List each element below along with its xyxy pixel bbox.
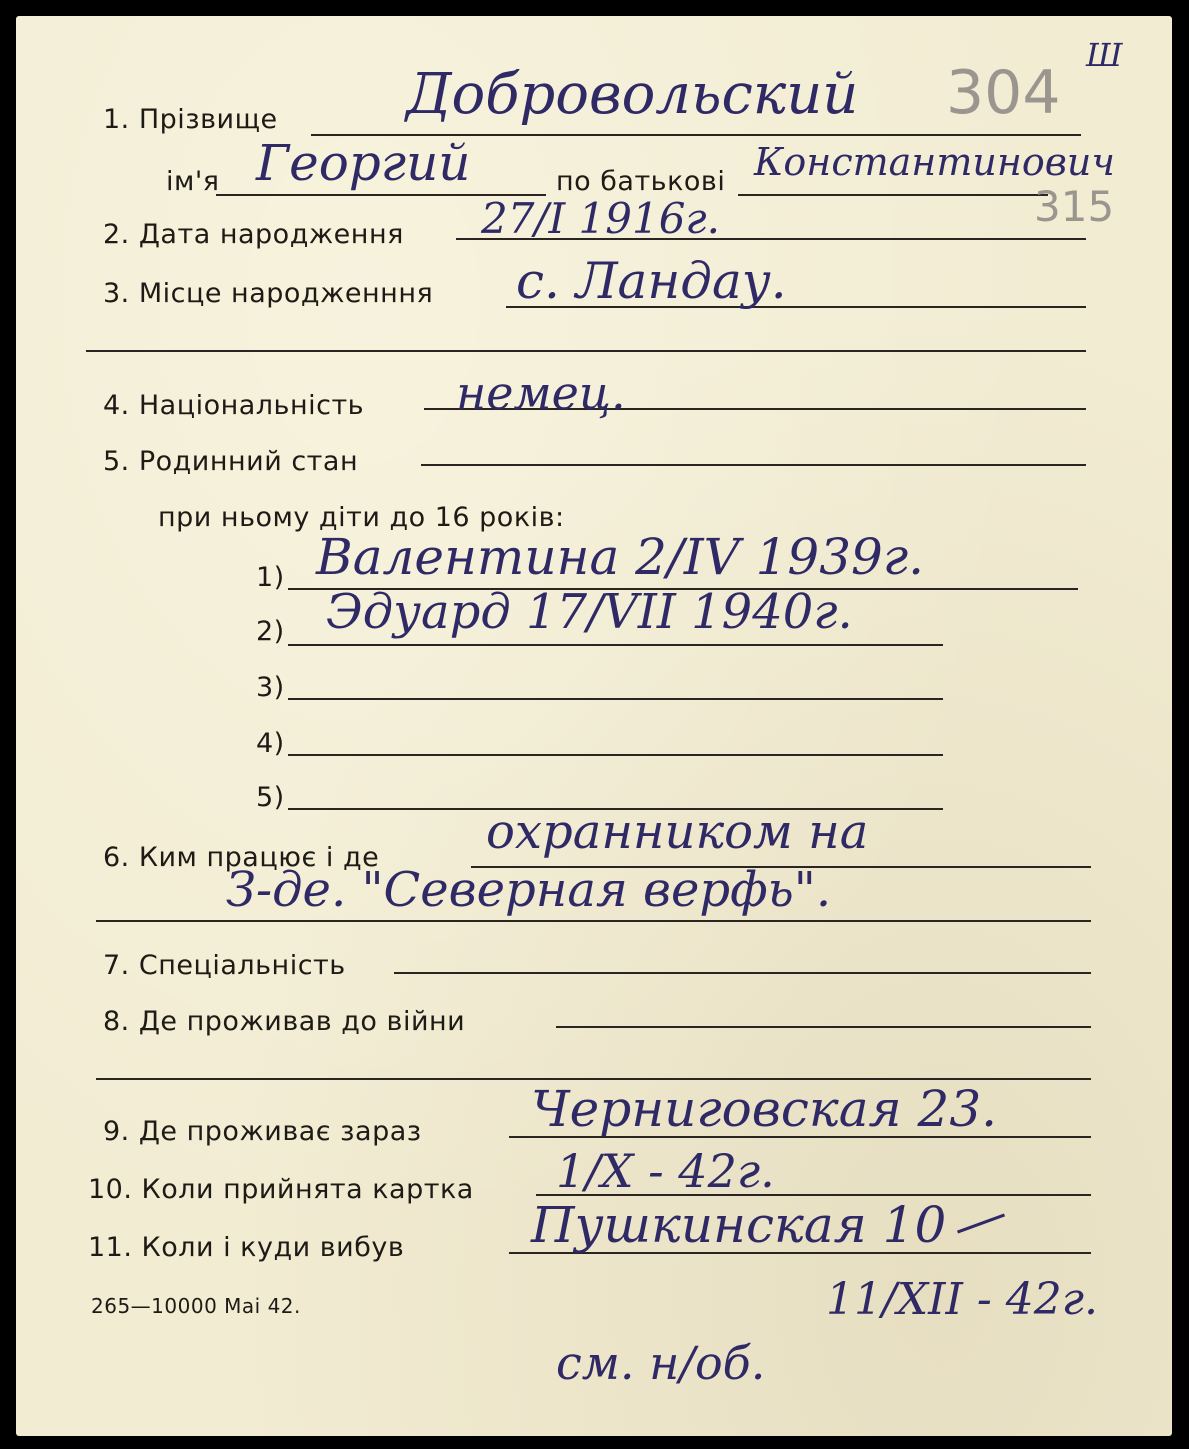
- birth-date-value: 27/I 1916г.: [481, 194, 720, 243]
- child-num-1: 1): [256, 562, 285, 593]
- current-address-label: 9. Де проживає зараз: [103, 1116, 422, 1147]
- child-1-value: Валентина 2/IV 1939г.: [316, 528, 924, 586]
- card-accepted-value: 1/Х - 42г.: [556, 1144, 775, 1198]
- birth-place-extra-line: [86, 350, 1086, 352]
- current-address-value: Черниговская 23.: [531, 1080, 998, 1138]
- surname-value: Добровольский: [406, 62, 859, 127]
- specialty-line: [394, 972, 1091, 974]
- surname-label: 1. Прізвище: [103, 104, 278, 135]
- child-2-value: Эдуард 17/VII 1940г.: [326, 584, 853, 640]
- nationality-value: немец.: [456, 366, 626, 420]
- patronymic-value: Константинович: [754, 140, 1115, 184]
- prewar-address-line: [556, 1026, 1091, 1028]
- birth-date-label: 2. Дата народження: [103, 219, 404, 250]
- nationality-label: 4. Національність: [103, 390, 365, 421]
- patronymic-line: [738, 194, 1048, 196]
- child-num-5: 5): [256, 782, 285, 813]
- work-value-1: охранником на: [486, 804, 869, 860]
- first-name-label: ім'я: [166, 166, 220, 197]
- card-accepted-label: 10. Коли прийнята картка: [88, 1174, 474, 1205]
- pencil-number-bottom: 315: [1034, 182, 1115, 231]
- patronymic-label: по батькові: [556, 166, 726, 197]
- first-name-value: Георгий: [256, 134, 471, 192]
- registration-card: [16, 16, 1172, 1436]
- see-reverse-note: см. н/об.: [556, 1336, 766, 1390]
- departure-label: 11. Коли і куди вибув: [88, 1232, 405, 1263]
- child-num-3: 3): [256, 672, 285, 703]
- child-num-4: 4): [256, 728, 285, 759]
- birth-place-value: с. Ландау.: [516, 252, 787, 310]
- child-line-4: [288, 754, 943, 756]
- departure-value: Пушкинская 10: [531, 1196, 947, 1254]
- corner-mark: Ш: [1086, 36, 1123, 74]
- child-num-2: 2): [256, 616, 285, 647]
- print-code: 265—10000 Mai 42.: [91, 1294, 301, 1318]
- prewar-address-label: 8. Де проживав до війни: [103, 1006, 466, 1037]
- marital-status-label: 5. Родинний стан: [103, 446, 359, 477]
- work-label: 6. Ким працює і де: [103, 842, 380, 873]
- work-line-2: [96, 920, 1091, 922]
- work-value-2: З-де. "Северная верфь".: [226, 862, 832, 918]
- specialty-label: 7. Спеціальність: [103, 950, 346, 981]
- pencil-number-top: 304: [946, 58, 1061, 128]
- child-line-3: [288, 698, 943, 700]
- marital-status-line: [421, 464, 1086, 466]
- departure-date: 11/XII - 42г.: [826, 1274, 1098, 1325]
- birth-place-label: 3. Місце народженння: [103, 278, 434, 309]
- strikethrough-mark: [957, 1214, 1005, 1234]
- children-label: при ньому діти до 16 років:: [158, 502, 565, 533]
- child-line-2: [288, 644, 943, 646]
